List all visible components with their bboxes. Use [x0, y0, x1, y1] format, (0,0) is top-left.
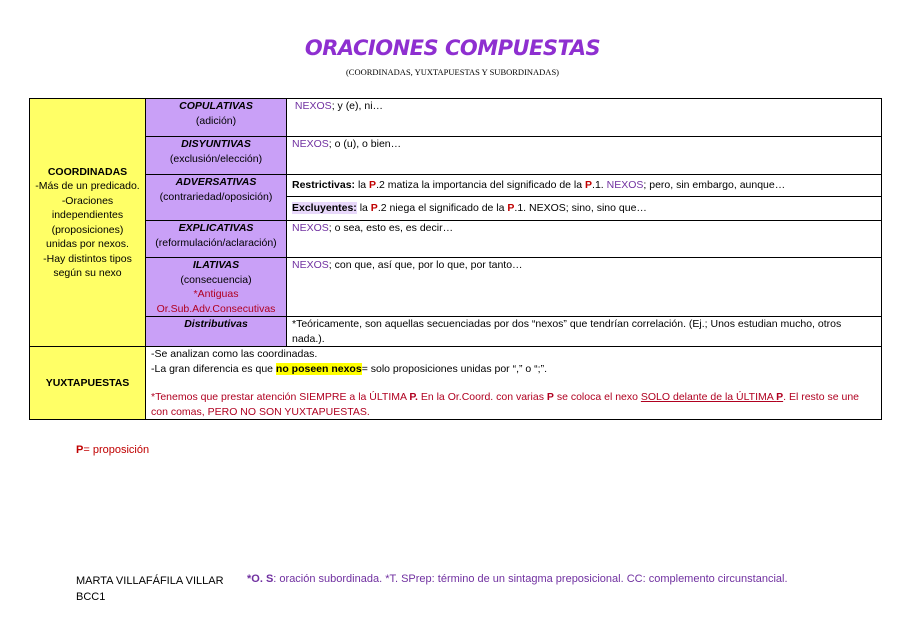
- nexos-label: NEXOS: [292, 138, 329, 150]
- excluyentes-label: Excluyentes:: [292, 202, 357, 215]
- desc-restrictivas: [287, 175, 882, 197]
- type-disyuntivas: [146, 137, 287, 175]
- row-distributivas: [30, 317, 882, 347]
- legend-text: = proposición: [83, 444, 150, 456]
- desc-ilativas: [287, 258, 882, 317]
- text: .1. NEXOS; sino, sino que…: [514, 202, 647, 215]
- footnote-text: : oración subordinada. *T. SPrep: término de un sintagma preposicional. CC: complemento circunstancial.: [273, 573, 788, 585]
- desc-disyuntivas: [287, 137, 882, 175]
- page-subtitle: (COORDINADAS, YUXTAPUESTAS Y SUBORDINADAS): [345, 67, 560, 77]
- type-sub: (exclusión/elección): [169, 152, 263, 165]
- page-title: ORACIONES COMPUESTAS: [304, 36, 601, 60]
- type-label: DISYUNTIVAS: [181, 138, 251, 150]
- nexos-label: NEXOS: [606, 179, 644, 192]
- author-name: MARTA VILLAFÁFILA VILLAR: [76, 575, 224, 587]
- yuxta-warning: [151, 390, 876, 419]
- coordinadas-label: COORDINADAS: [47, 165, 128, 178]
- text: = solo proposiciones unidas por “,” o “;”.: [361, 362, 548, 375]
- text: .2 matiza la importancia del significado de la: [376, 179, 586, 192]
- type-sub: (reformulación/aclaración): [155, 236, 277, 249]
- row-explicativas: [30, 221, 882, 258]
- coordinadas-note-1: -Más de un predicado.: [35, 180, 140, 192]
- type-explicativas: [146, 221, 287, 258]
- p-symbol: P.: [409, 391, 418, 403]
- spacer: [151, 376, 876, 390]
- nexos-label: NEXOS: [292, 222, 329, 234]
- text: .1.: [592, 179, 607, 192]
- type-copulativas: [146, 99, 287, 137]
- desc-excluyentes: [287, 197, 882, 221]
- p-symbol: P: [546, 391, 554, 403]
- nexos-text: ; o (u), o bien…: [328, 138, 402, 150]
- p-symbol: P: [585, 179, 593, 192]
- nexos-label: NEXOS: [294, 100, 332, 112]
- text: -La gran diferencia es que: [151, 362, 276, 375]
- summary-table: [29, 98, 882, 420]
- nexos-text: ; o sea, esto es, es decir…: [328, 222, 454, 234]
- p-symbol: P: [776, 391, 784, 403]
- text: la: [355, 179, 370, 192]
- nexos-label: NEXOS: [292, 259, 329, 271]
- row-yuxtapuestas: [30, 347, 882, 420]
- yuxta-line: -Se analizan como las coordinadas.: [151, 348, 318, 360]
- desc-yuxtapuestas: [146, 347, 882, 420]
- desc-explicativas: [287, 221, 882, 258]
- desc-copulativas: [287, 99, 882, 137]
- text: *Tenemos que prestar atención SIEMPRE a la ÚLTIMA: [151, 391, 410, 403]
- text: . El resto se une con comas, PERO NO SON YUXTAPUESTAS.: [151, 391, 859, 418]
- ilativas-note: *Antiguas: [193, 288, 239, 300]
- text: ; pero, sin embargo, aunque…: [643, 179, 786, 192]
- p-symbol: P: [369, 179, 377, 192]
- desc-distributivas: [287, 317, 882, 347]
- text: la: [356, 202, 371, 215]
- p-symbol: P: [370, 202, 378, 215]
- coordinadas-note-2: -Oraciones independientes (proposiciones) unidas por nexos.: [46, 194, 129, 250]
- type-adversativas: [146, 175, 287, 221]
- type-ilativas: [146, 258, 287, 317]
- type-sub: (contrariedad/oposición): [159, 190, 273, 203]
- footnote-os: *O. S: [247, 573, 274, 585]
- p-legend: [76, 444, 149, 456]
- author-block: [76, 573, 224, 605]
- type-sub: (adición): [195, 114, 237, 127]
- type-sub: (consecuencia): [180, 273, 252, 286]
- restrictivas-label: Restrictivas:: [292, 179, 356, 192]
- row-copulativas: [30, 99, 882, 137]
- highlight: no poseen nexos: [275, 362, 362, 375]
- distributivas-text: *Teóricamente, son aquellas secuenciadas por dos “nexos” que tendrían correlación. (Ej.; Unos estudian mucho, otros nada.).: [292, 318, 842, 345]
- type-label: Distributivas: [184, 318, 248, 330]
- coordinadas-cell: [30, 99, 146, 347]
- type-label: ADVERSATIVAS: [175, 176, 257, 188]
- footnote: [247, 573, 788, 585]
- nexos-text: ; y (e), ni…: [331, 100, 384, 112]
- type-label: COPULATIVAS: [179, 100, 253, 112]
- text: .2 niega el significado de la: [377, 202, 508, 215]
- row-adversativas-restrictivas: [30, 175, 882, 197]
- text: En la Or.Coord. con varias: [417, 391, 547, 403]
- coordinadas-note-3: -Hay distintos tipos según su nexo: [43, 252, 132, 279]
- yuxta-line: [151, 362, 876, 377]
- type-label: ILATIVAS: [192, 259, 240, 271]
- nexos-text: ; con que, así que, por lo que, por tanto…: [328, 259, 523, 271]
- p-symbol: P: [507, 202, 515, 215]
- p-symbol: P: [76, 444, 84, 456]
- type-distributivas: [146, 317, 287, 347]
- row-disyuntivas: [30, 137, 882, 175]
- ilativas-note: Or.Sub.Adv.Consecutivas: [156, 302, 276, 315]
- row-ilativas: [30, 258, 882, 317]
- author-code: BCC1: [76, 591, 106, 603]
- underlined: SOLO delante de la ÚLTIMA: [640, 391, 777, 403]
- text: se coloca el nexo: [553, 391, 641, 403]
- yuxtapuestas-label: YUXTAPUESTAS: [30, 347, 146, 420]
- type-label: EXPLICATIVAS: [178, 222, 254, 234]
